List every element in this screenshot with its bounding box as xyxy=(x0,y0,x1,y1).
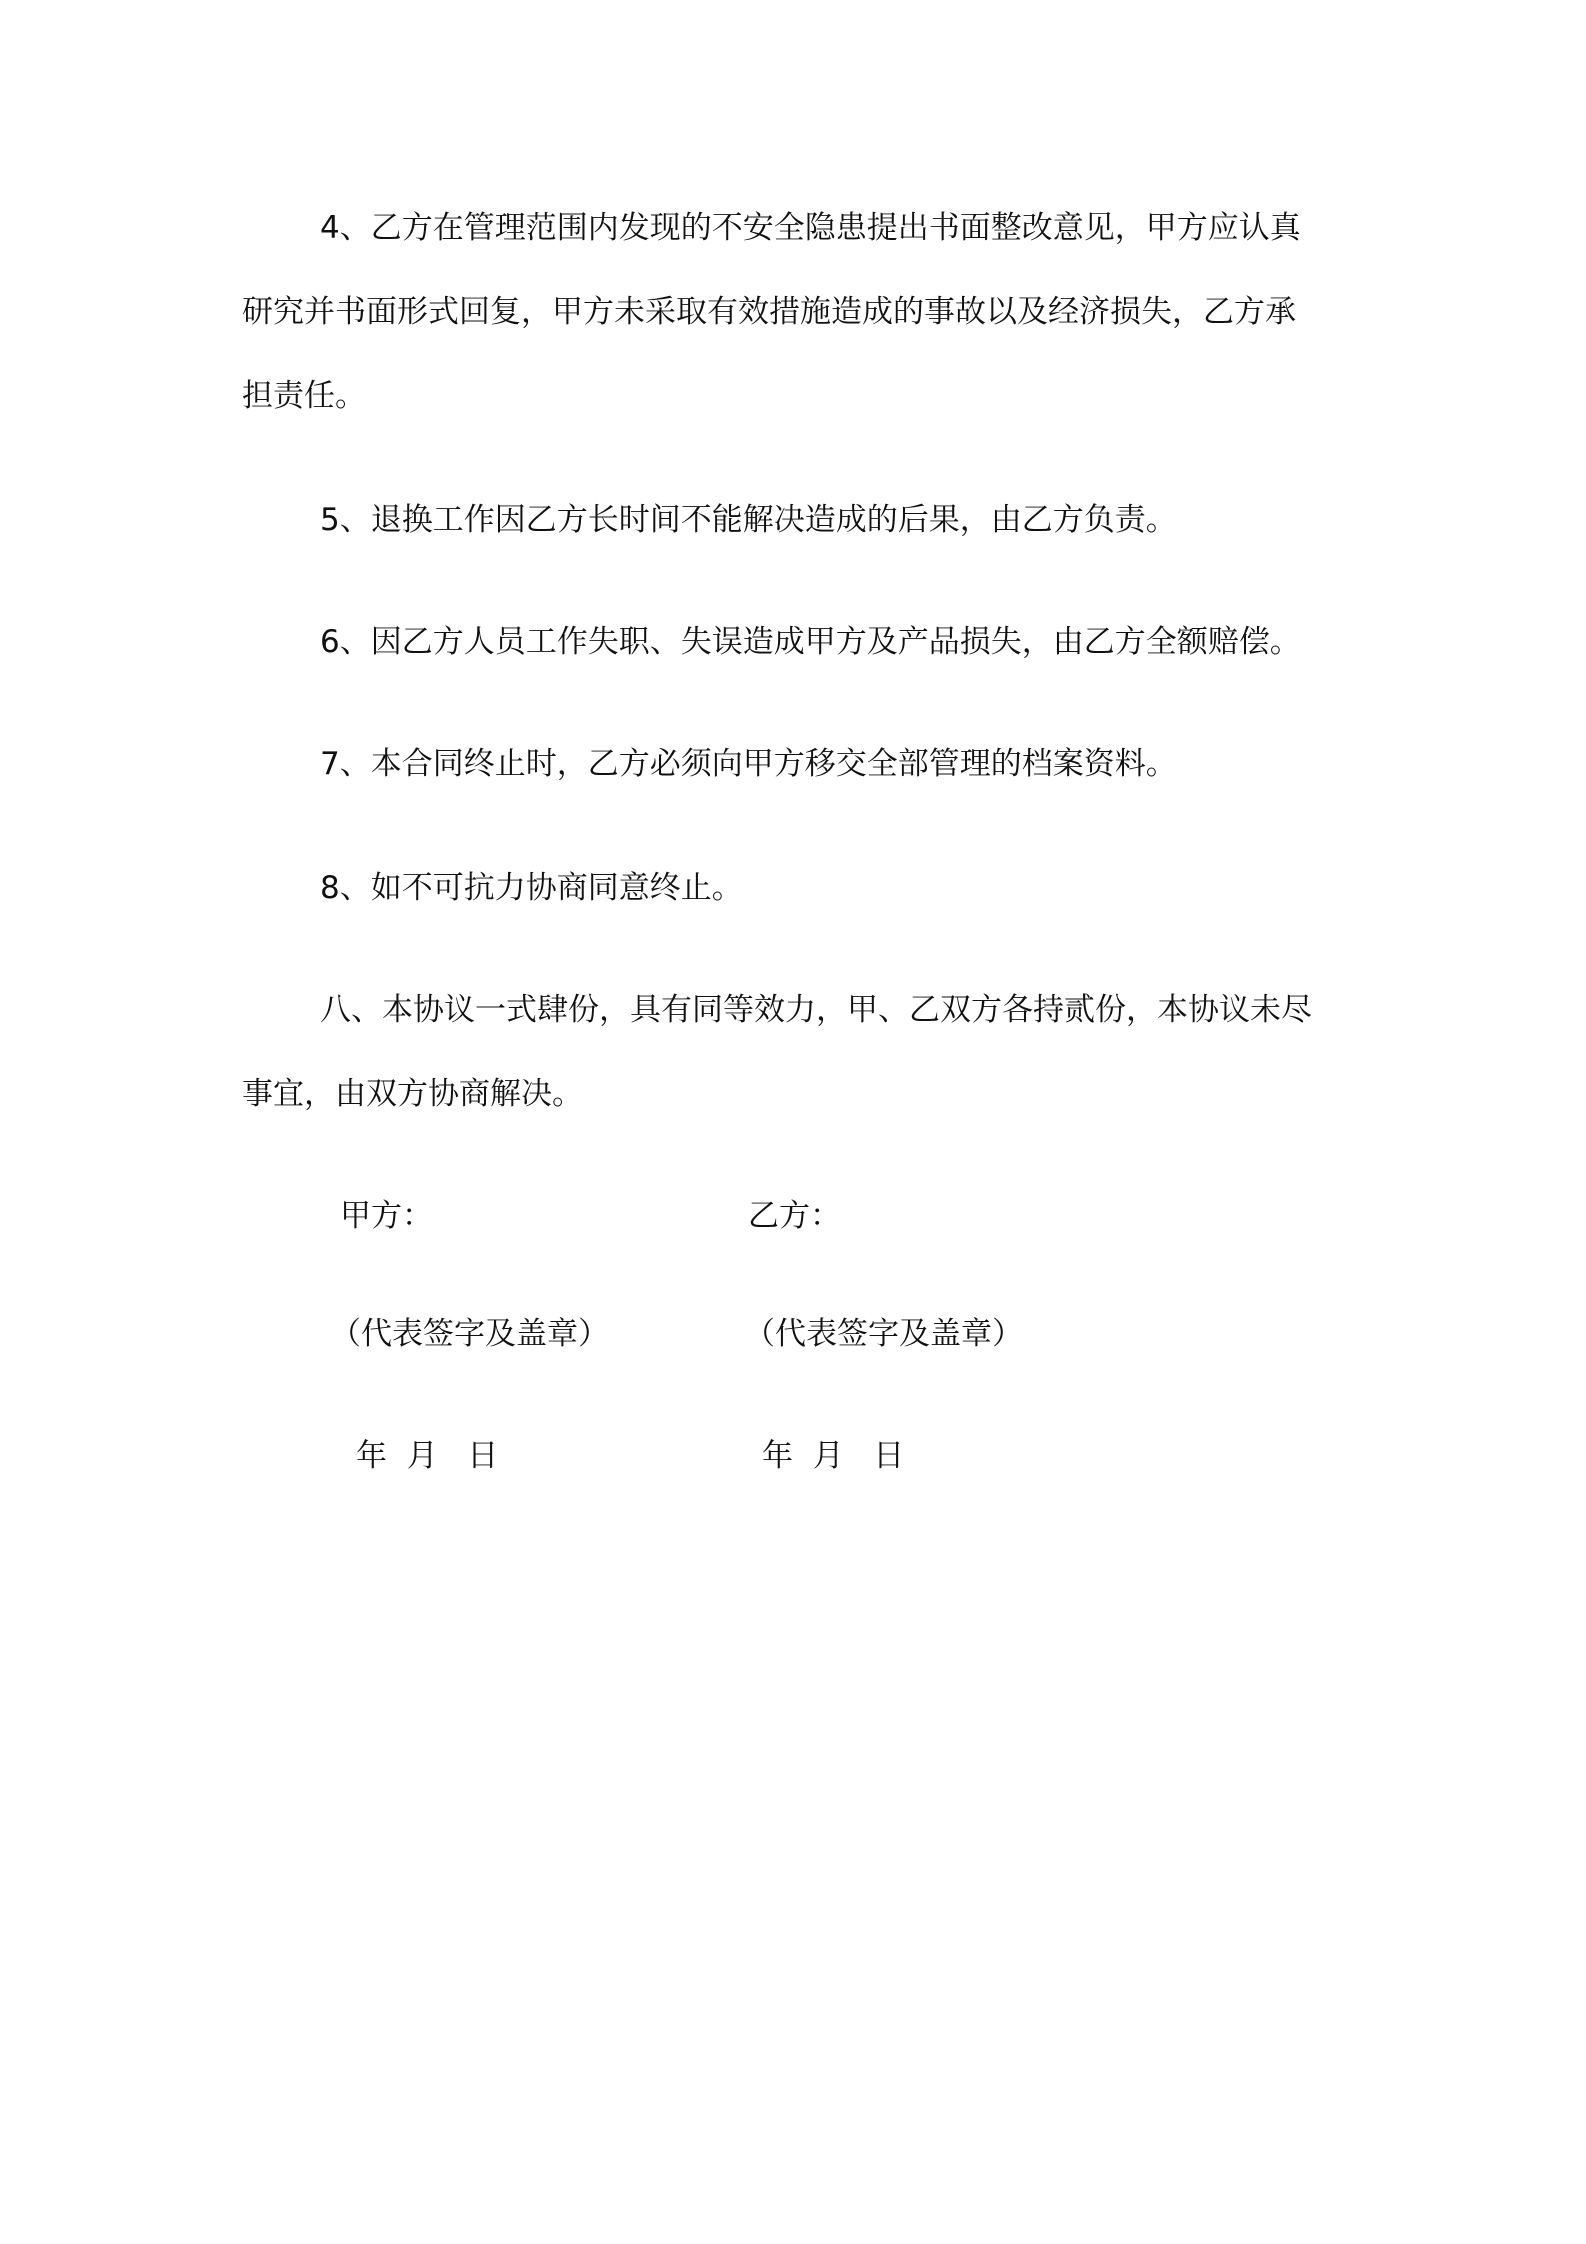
clause-7-line-1: 7、本合同终止时，乙方必须向甲方移交全部管理的档案资料。 xyxy=(320,746,1177,782)
clause-4-line-2: 研究并书面形式回复，甲方未采取有效措施造成的事故以及经济损失，乙方承 xyxy=(242,294,1296,330)
clause-6-line-1: 6、因乙方人员工作失职、失误造成甲方及产品损失，由乙方全额赔偿。 xyxy=(320,624,1301,660)
clause-4-line-1: 4、乙方在管理范围内发现的不安全隐患提出书面整改意见，甲方应认真 xyxy=(320,210,1301,246)
party-b-date: 年 月 日 xyxy=(762,1438,905,1474)
party-a-date: 年 月 日 xyxy=(356,1438,499,1474)
clause-ba-line-1: 八、本协议一式肆份，具有同等效力，甲、乙双方各持贰份，本协议未尽 xyxy=(320,992,1312,1028)
party-a-label: 甲方： xyxy=(340,1198,433,1234)
party-a-sign-note: （代表签字及盖章） xyxy=(330,1316,609,1352)
clause-4-line-3: 担责任。 xyxy=(242,378,366,414)
party-b-label: 乙方： xyxy=(748,1198,841,1234)
clause-ba-line-2: 事宜，由双方协商解决。 xyxy=(242,1076,583,1112)
clause-8-line-1: 8、如不可抗力协商同意终止。 xyxy=(320,870,743,906)
clause-5-line-1: 5、退换工作因乙方长时间不能解决造成的后果，由乙方负责。 xyxy=(320,502,1177,538)
party-b-sign-note: （代表签字及盖章） xyxy=(744,1316,1023,1352)
